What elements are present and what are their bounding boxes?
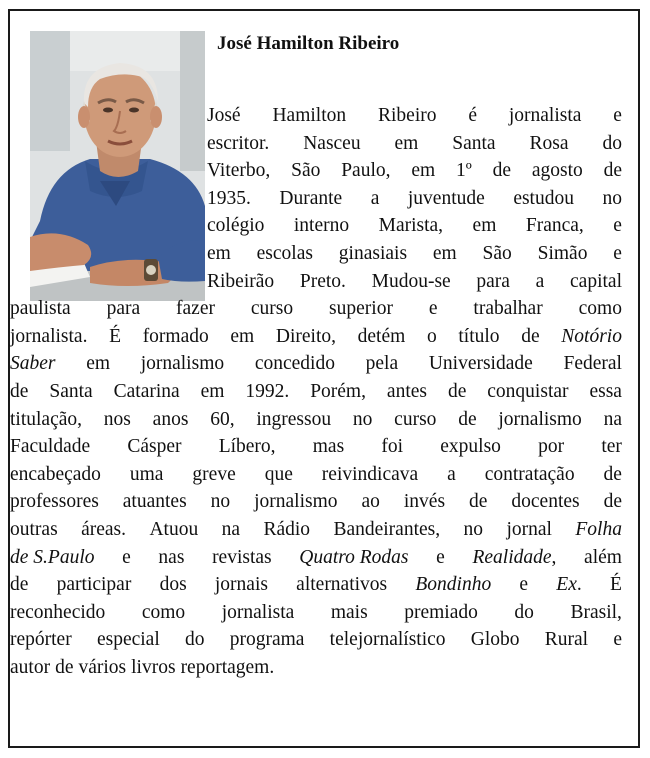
portrait-photo	[30, 31, 205, 301]
bio-line: repórter especial do programa telejornalístico Globo Rural e	[10, 629, 622, 651]
bio-line: professores atuantes no jornalismo ao invés de docentes de	[10, 491, 622, 513]
bio-line: Saber em jornalismo concedido pela Universidade Federal	[10, 353, 622, 375]
bio-line: escritor. Nasceu em Santa Rosa do	[207, 132, 622, 154]
bio-line: autor de vários livros reportagem.	[10, 657, 275, 678]
bio-line: de S.Paulo e nas revistas Quatro Rodas e Realidade, além	[10, 546, 622, 568]
bio-line: de Santa Catarina em 1992. Porém, antes de conquistar essa	[10, 381, 622, 402]
bio-line: em escolas ginasiais em São Simão e	[207, 243, 622, 264]
bio-line: outras áreas. Atuou na Rádio Bandeirantes, no jornal Folha	[10, 519, 622, 540]
bio-line: 1935. Durante a juventude estudou no	[207, 187, 622, 209]
bio-line: titulação, nos anos 60, ingressou no curso de jornalismo na	[10, 408, 622, 430]
bio-line: paulista para fazer curso superior e trabalhar como	[10, 298, 622, 320]
person-name-heading: José Hamilton Ribeiro	[217, 33, 400, 54]
bio-line: jornalista. É formado em Direito, detém o título de Notório	[10, 325, 622, 347]
bio-line: José Hamilton Ribeiro é jornalista e	[207, 105, 622, 126]
bio-line: Ribeirão Preto. Mudou-se para a capital	[207, 270, 622, 292]
bio-line: Faculdade Cásper Líbero, mas foi expulso por ter	[10, 436, 622, 458]
bio-line: encabeçado uma greve que reivindicava a contratação de	[10, 463, 622, 485]
bio-line: Viterbo, São Paulo, em 1º de agosto de	[207, 160, 622, 182]
bio-line: de participar dos jornais alternativos Bondinho e Ex. É	[10, 574, 622, 596]
bio-line: colégio interno Marista, em Franca, e	[207, 215, 622, 237]
bio-line: reconhecido como jornalista mais premiado do Brasil,	[10, 601, 622, 623]
